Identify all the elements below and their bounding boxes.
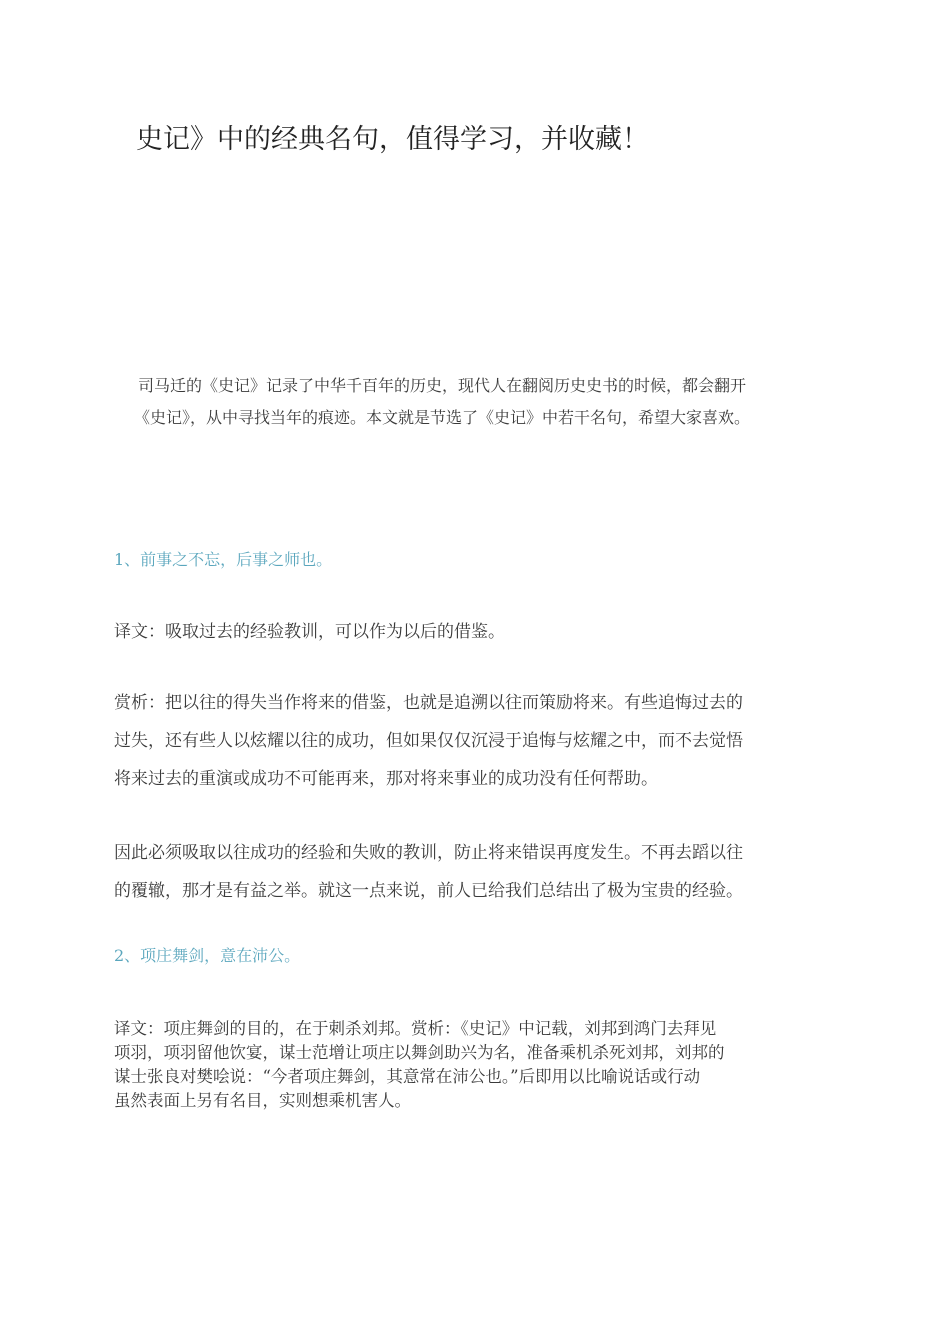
- translation-line: 译文：项庄舞剑的目的，在于刺杀刘邦。赏析：《史记》中记载，刘邦到鸿门去拜见: [114, 1019, 717, 1038]
- section-heading-1: 1、前事之不忘，后事之师也。: [114, 550, 333, 569]
- analysis-line: 赏析：把以往的得失当作将来的借鉴，也就是追溯以往而策励将来。有些追悔过去的: [114, 693, 743, 713]
- conclusion-line: 因此必须吸取以往成功的经验和失败的教训，防止将来错误再度发生。不再去蹈以往: [114, 843, 743, 863]
- translation-line: 译文：吸取过去的经验教训，可以作为以后的借鉴。: [114, 622, 505, 642]
- translation-line: 谋士张良对樊哙说：“今者项庄舞剑，其意常在沛公也。”后即用以比喻说话或行动: [114, 1067, 701, 1086]
- intro-line: 《史记》，从中寻找当年的痕迹。本文就是节选了《史记》中若干名句，希望大家喜欢。: [134, 408, 751, 427]
- conclusion-line: 的覆辙，那才是有益之举。就这一点来说，前人已给我们总结出了极为宝贵的经验。: [114, 881, 743, 901]
- analysis-line: 将来过去的重演或成功不可能再来，那对将来事业的成功没有任何帮助。: [114, 769, 658, 789]
- section-1-analysis: [114, 684, 834, 798]
- translation-line: 项羽，项羽留他饮宴，谋士范增让项庄以舞剑助兴为名，准备乘机杀死刘邦，刘邦的: [114, 1043, 725, 1062]
- section-2-translation: [114, 1017, 834, 1113]
- section-1-conclusion: [114, 834, 834, 910]
- intro-paragraph: [112, 370, 840, 434]
- section-heading-2: 2、项庄舞剑，意在沛公。: [114, 946, 301, 965]
- analysis-line: 过失，还有些人以炫耀以往的成功，但如果仅仅沉浸于追悔与炫耀之中，而不去觉悟: [114, 731, 743, 751]
- section-1-translation: [114, 618, 834, 646]
- translation-line: 虽然表面上另有名目，实则想乘机害人。: [114, 1091, 411, 1110]
- intro-line: 司马迁的《史记》记录了中华千百年的历史，现代人在翻阅历史史书的时候，都会翻开: [138, 376, 747, 395]
- page-title: 史记》中的经典名句，值得学习，并收藏！: [136, 124, 649, 155]
